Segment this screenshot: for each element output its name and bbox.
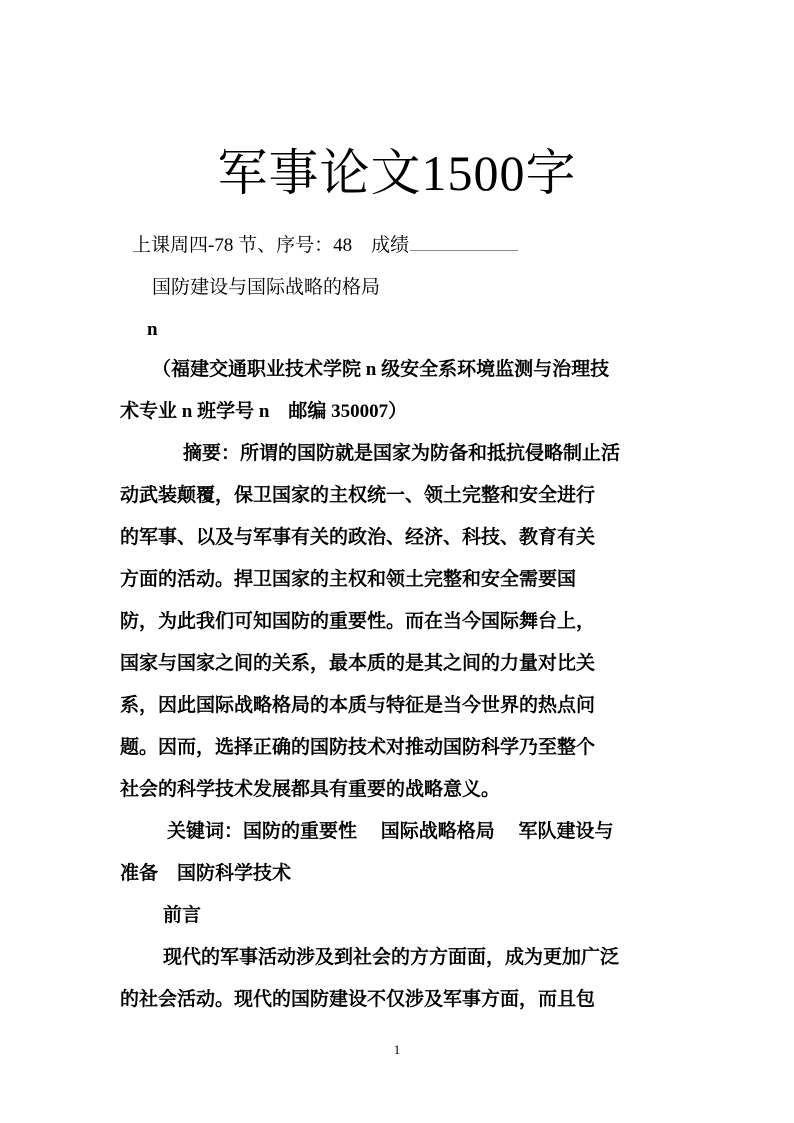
keywords-line-1: 关键词：国防的重要性 国际战略格局 军队建设与 (167, 821, 614, 842)
abstract-line-6: 国家与国家之间的关系，最本质的是其之间的力量对比关 (120, 653, 596, 674)
preface-line-2: 的社会活动。现代的国防建设不仅涉及军事方面，而且包 (120, 989, 596, 1010)
grade-blank-underline (410, 249, 518, 251)
affiliation-line-1: （福建交通职业技术学院 n 级安全系环境监测与治理技 (152, 359, 610, 380)
abstract-line-2: 动武装颠覆，保卫国家的主权统一、领土完整和安全进行 (120, 485, 596, 506)
page-number: 1 (393, 1042, 401, 1057)
preface-line-1: 现代的军事活动涉及到社会的方方面面，成为更加广泛 (163, 947, 620, 968)
abstract-line-3: 的军事、以及与军事有关的政治、经济、科技、教育有关 (120, 527, 596, 548)
abstract-line-5: 防，为此我们可知国防的重要性。而在当今国际舞台上， (120, 611, 596, 632)
class-info-text: 上课周四-78 节、序号：48 成绩 (132, 235, 410, 256)
subtitle: 国防建设与国际战略的格局 (152, 277, 381, 298)
abstract-line-4: 方面的活动。捍卫国家的主权和领土完整和安全需要国 (120, 569, 577, 590)
abstract-line-9: 社会的科学技术发展都具有重要的战略意义。 (120, 779, 501, 800)
author: n (147, 319, 158, 340)
keywords-line-2: 准备 国防科学技术 (120, 863, 292, 884)
affiliation-line-2: 术专业 n 班学号 n 邮编 350007） (120, 401, 408, 422)
preface-heading: 前言 (163, 905, 202, 926)
document-title: 军事论文1500字 (217, 145, 577, 201)
abstract-line-1: 摘要：所谓的国防就是国家为防备和抵抗侵略制止活 (183, 443, 621, 464)
abstract-line-7: 系，因此国际战略格局的本质与特征是当今世界的热点问 (120, 695, 596, 716)
class-info-line (132, 234, 692, 258)
abstract-line-8: 题。因而，选择正确的国防技术对推动国防科学乃至整个 (120, 737, 596, 758)
